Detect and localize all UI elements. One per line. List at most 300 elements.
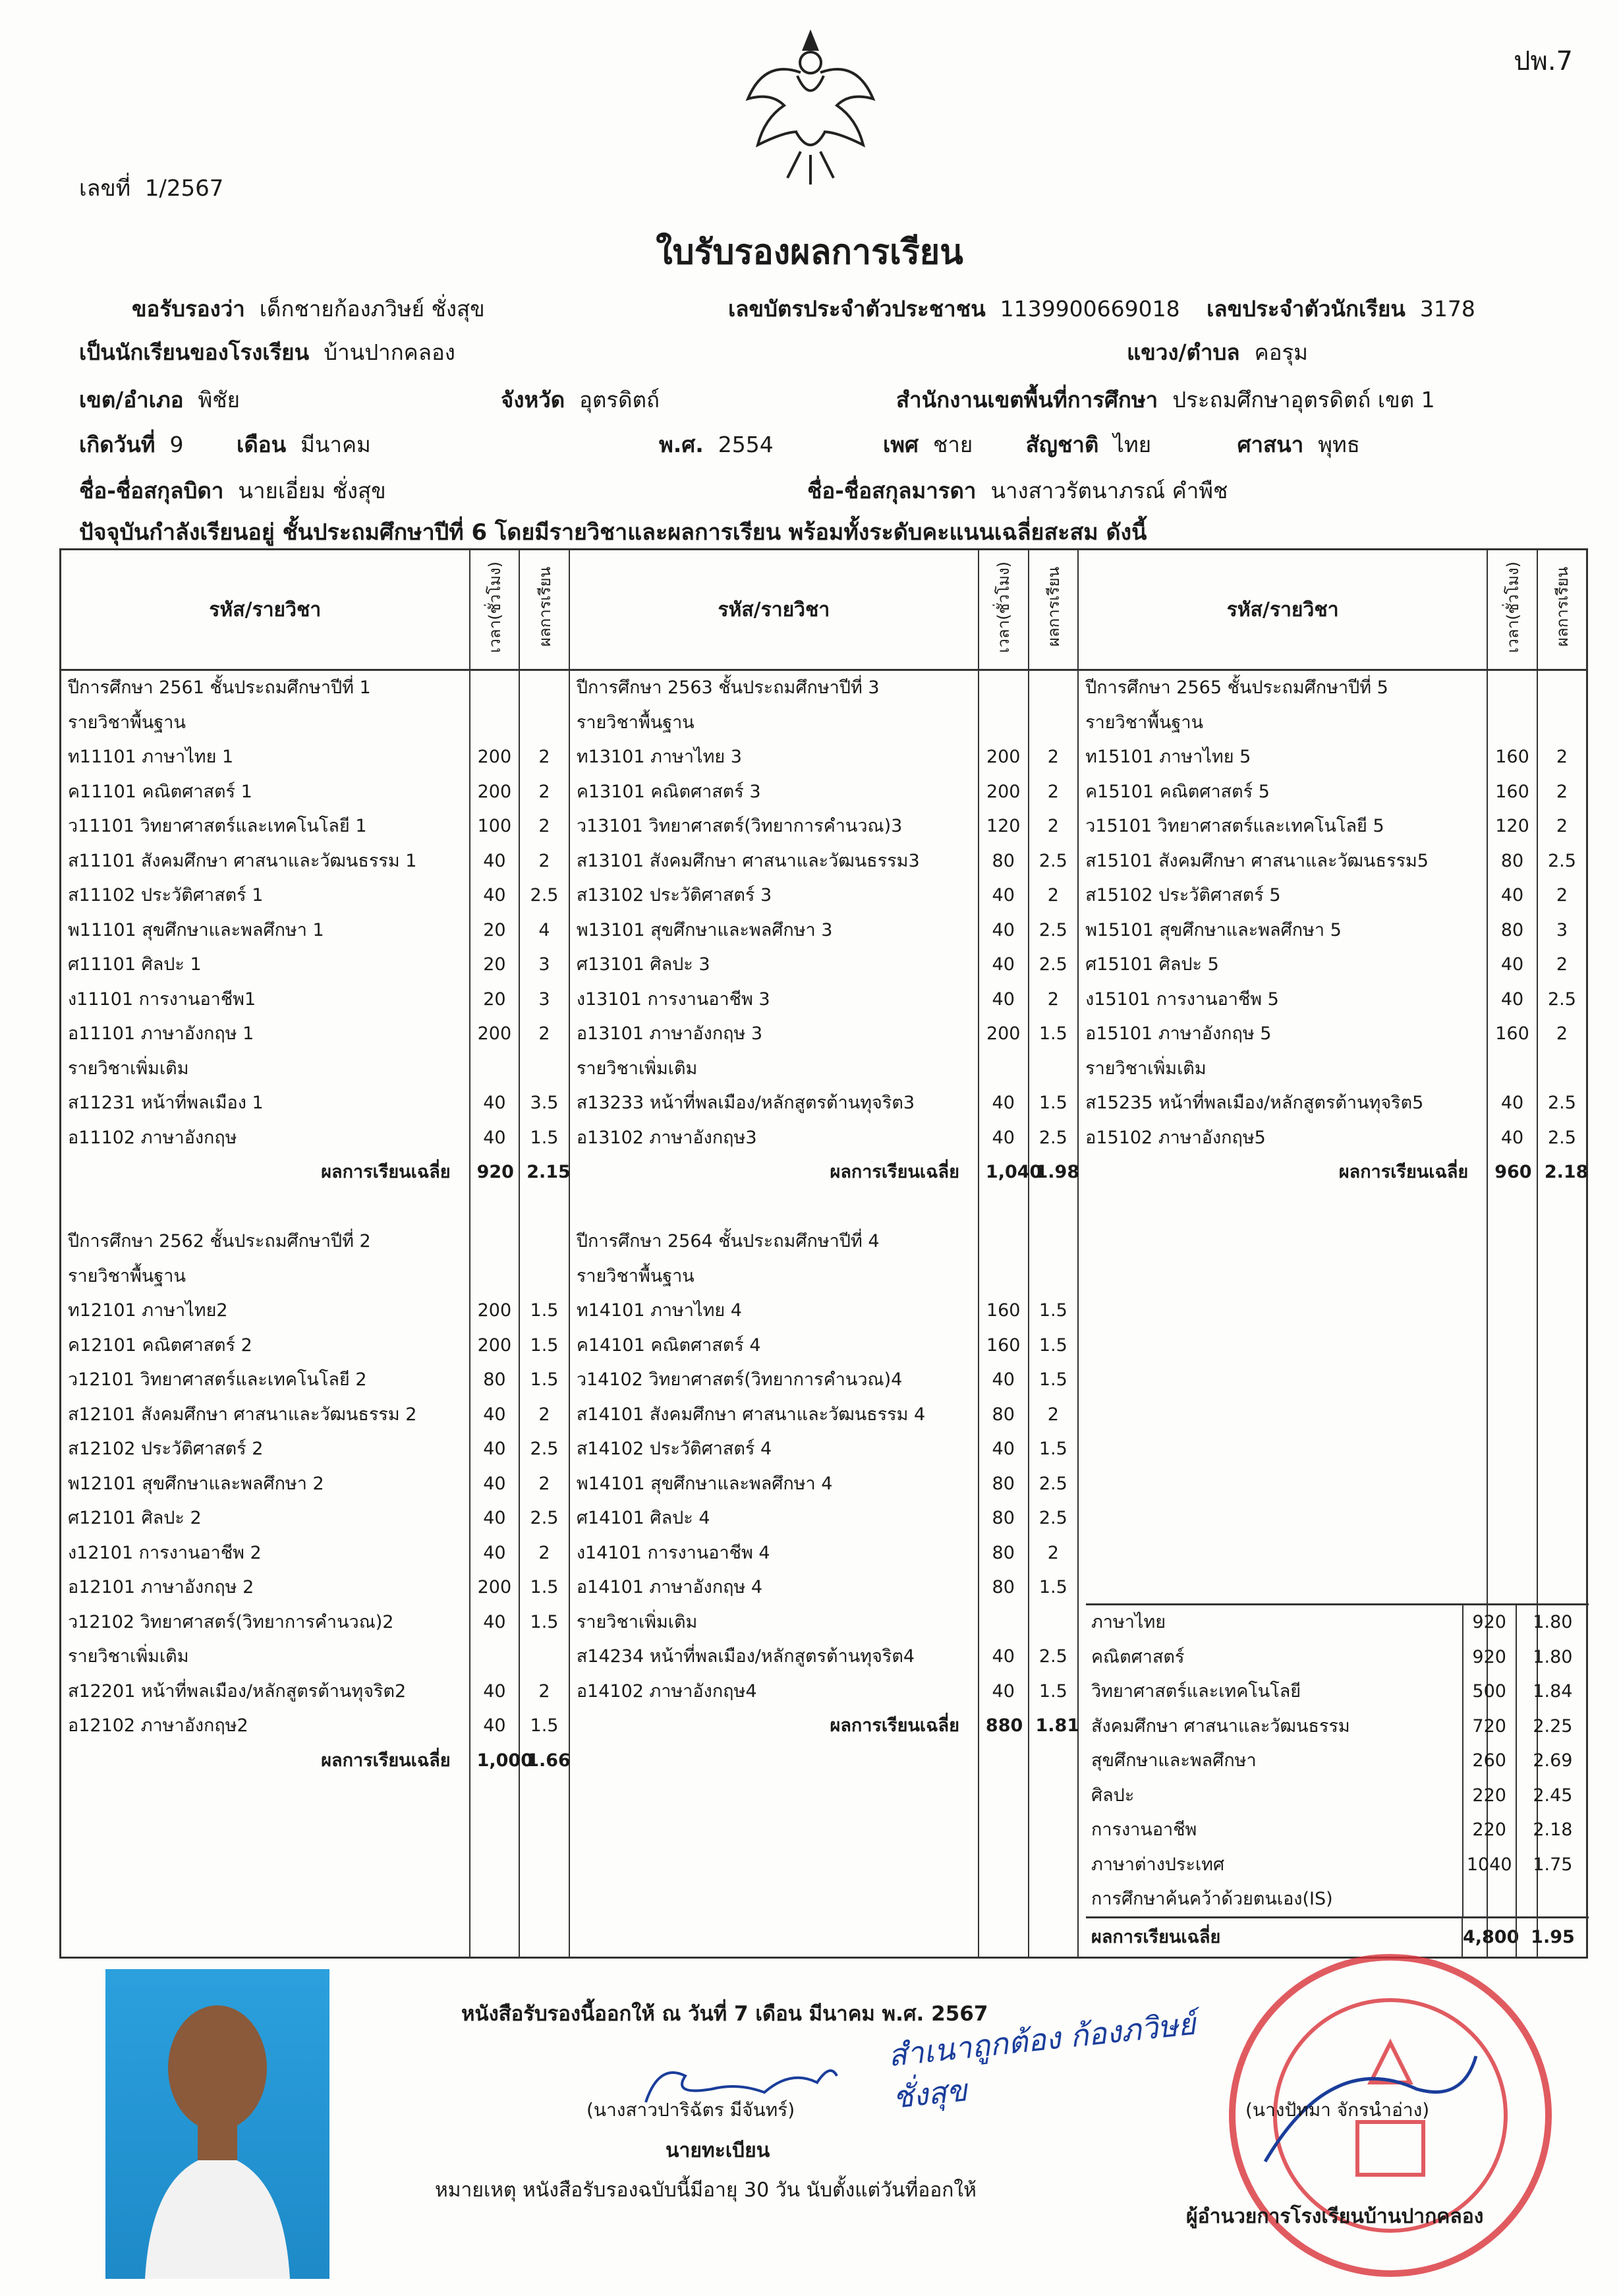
- subject-cell: รายวิชาพื้นฐาน: [1085, 712, 1204, 733]
- summary-grade: 1.84: [1516, 1675, 1589, 1709]
- grade-cell: 2: [1556, 747, 1568, 767]
- hours-cell: 80: [992, 850, 1015, 871]
- subject-cell: ส14101 สังคมศึกษา ศาสนาและวัฒนธรรม 4: [576, 1404, 926, 1425]
- grade-cell: 1.5: [1038, 1023, 1067, 1044]
- hours-cell: 960: [1494, 1162, 1532, 1182]
- grade-cell: 1.5: [1038, 1300, 1067, 1321]
- grade-cell: 1.5: [1038, 1335, 1067, 1356]
- hours-cell: 880: [985, 1715, 1023, 1736]
- hours-cell: 200: [986, 1023, 1021, 1044]
- grade-cell: 1.66: [526, 1750, 571, 1771]
- summary-table: [1086, 1603, 1589, 1916]
- summary-subject: คณิตศาสตร์: [1091, 1646, 1185, 1667]
- birth-row: เกิดวันที่ 9 เดือน มีนาคม: [79, 432, 371, 457]
- hours-cell: 80: [992, 1508, 1015, 1528]
- hours-cell: 40: [1500, 989, 1524, 1010]
- hours-cell: 200: [477, 747, 512, 767]
- column-1-subjects: [61, 670, 470, 1958]
- subject-cell: รายวิชาเพิ่มเติม: [576, 1611, 698, 1632]
- header-grade: ผลการเรียน: [1537, 550, 1587, 670]
- hours-cell: [986, 671, 1021, 706]
- subject-cell: ปีการศึกษา 2561 ชั้นประถมศึกษาปีที่ 1: [68, 677, 371, 698]
- hours-cell: [986, 1052, 1021, 1087]
- hours-cell: 40: [992, 989, 1015, 1010]
- subject-cell: รายวิชาพื้นฐาน: [576, 712, 695, 733]
- grade-cell: [1545, 1052, 1579, 1087]
- grade-cell: 2: [538, 781, 550, 802]
- hours-cell: [1494, 671, 1530, 706]
- subject-cell: ส13233 หน้าที่พลเมือง/หลักสูตรต้านทุจริต3: [576, 1093, 915, 1113]
- hours-cell: 40: [1500, 1093, 1524, 1113]
- grade-cell: 2.5: [1547, 1093, 1576, 1113]
- grade-cell: 1.5: [530, 1611, 559, 1632]
- hours-cell: 80: [992, 1473, 1015, 1494]
- summary-hours: 220: [1462, 1779, 1516, 1814]
- grade-cell: [526, 1224, 562, 1259]
- page-title: ใบรับรองผลการเรียน: [656, 233, 963, 272]
- subject-cell: ง11101 การงานอาชีพ1: [68, 989, 256, 1010]
- hours-cell: 40: [992, 919, 1015, 940]
- subject-cell: พ14101 สุขศึกษาและพลศึกษา 4: [576, 1473, 833, 1494]
- grade-cell: 2: [1047, 885, 1059, 905]
- grade-cell: 2.18: [1544, 1162, 1589, 1182]
- grade-cell: 2: [1556, 885, 1568, 905]
- summary-row: [1086, 1640, 1589, 1675]
- grade-cell: 2: [1556, 954, 1568, 975]
- hours-cell: 40: [483, 1473, 506, 1494]
- document-number: เลขที่ 1/2567: [79, 175, 224, 202]
- hours-cell: 80: [992, 1404, 1015, 1425]
- subject-cell: อ15102 ภาษาอังกฤษ5: [1085, 1127, 1266, 1148]
- district-row: เขต/อำเภอ พิชัย: [79, 387, 241, 413]
- director-title: ผู้อำนวยการโรงเรียนบ้านปากคลอง: [1186, 2205, 1484, 2228]
- subject-cell: ง12101 การงานอาชีพ 2: [68, 1542, 262, 1563]
- grade-cell: 2: [538, 747, 550, 767]
- grade-cell: 2.5: [1038, 1127, 1067, 1148]
- note-text: หมายเหตุ หนังสือรับรองฉบับนี้มีอายุ 30 วัน นับตั้งแต่วันที่ออกให้: [435, 2179, 977, 2202]
- student-photo: [105, 1969, 329, 2279]
- hours-cell: 200: [477, 1335, 512, 1356]
- grade-cell: 1.5: [530, 1577, 559, 1597]
- grade-cell: 2.5: [1547, 850, 1576, 871]
- hours-cell: 200: [986, 747, 1021, 767]
- subject-cell: ท13101 ภาษาไทย 3: [576, 747, 742, 767]
- registrar-title: นายทะเบียน: [666, 2139, 770, 2162]
- grade-cell: [1545, 706, 1579, 741]
- header-hours: เวลา(ชั่วโมง): [1487, 550, 1537, 670]
- summary-row: [1086, 1744, 1589, 1779]
- office-row: สำนักงานเขตพื้นที่การศึกษา ประถมศึกษาอุตรดิตถ์ เขต 1: [896, 387, 1435, 413]
- header-hours: เวลา(ชั่วโมง): [979, 550, 1029, 670]
- grade-cell: 4: [538, 919, 550, 940]
- grade-cell: [526, 706, 562, 741]
- hours-cell: 40: [483, 1542, 506, 1563]
- grade-cell: 3: [538, 954, 550, 975]
- grade-cell: 1.5: [530, 1715, 559, 1736]
- grade-cell: 1.5: [530, 1369, 559, 1390]
- subject-cell: [68, 1190, 463, 1225]
- subject-cell: อ13102 ภาษาอังกฤษ3: [576, 1127, 757, 1148]
- summary-grade: 2.25: [1516, 1709, 1589, 1744]
- grade-cell: 1.5: [1038, 1680, 1067, 1702]
- grade-cell: 2: [538, 1680, 550, 1702]
- grade-cell: [526, 1640, 562, 1675]
- hours-cell: 40: [483, 1093, 506, 1113]
- hours-cell: [477, 706, 513, 741]
- hours-cell: 160: [1495, 1023, 1529, 1044]
- summary-row: [1086, 1675, 1589, 1709]
- grade-cell: 2.5: [1038, 1646, 1067, 1667]
- grade-cell: 2.5: [1547, 1127, 1576, 1148]
- average-label: ผลการเรียนเฉลี่ย: [830, 1715, 959, 1736]
- summary-row: [1086, 1813, 1589, 1848]
- subject-cell: ส11231 หน้าที่พลเมือง 1: [68, 1093, 264, 1113]
- summary-hours: 220: [1462, 1813, 1516, 1848]
- id-row: เลขบัตรประจำตัวประชาชน 1139900669018 เลขประจำตัวนักเรียน 3178: [728, 296, 1475, 322]
- hours-cell: 20: [483, 954, 506, 975]
- grade-cell: 2.5: [1038, 954, 1067, 975]
- grade-cell: 3.5: [530, 1093, 559, 1113]
- subject-cell: ส13101 สังคมศึกษา ศาสนาและวัฒนธรรม3: [576, 850, 920, 871]
- average-label: ผลการเรียนเฉลี่ย: [1338, 1162, 1469, 1182]
- hours-cell: [477, 1224, 513, 1259]
- subject-cell: รายวิชาพื้นฐาน: [68, 1265, 186, 1286]
- subject-cell: ส14102 ประวัติศาสตร์ 4: [576, 1439, 772, 1459]
- hours-cell: 40: [483, 1611, 506, 1632]
- subject-cell: ศ13101 ศิลปะ 3: [576, 954, 710, 975]
- subject-cell: ว14102 วิทยาศาสตร์(วิทยาการคำนวณ)4: [576, 1369, 903, 1390]
- grade-cell: 2.5: [1038, 850, 1067, 871]
- subject-cell: อ12102 ภาษาอังกฤษ2: [68, 1715, 248, 1736]
- subdistrict-row: แขวง/ตำบล คอรุม: [1127, 339, 1309, 365]
- hours-cell: 40: [992, 885, 1015, 905]
- hours-cell: 40: [992, 1093, 1015, 1113]
- intro-text: ปัจจุบันกำลังเรียนอยู่ ชั้นประถมศึกษาปีที่ 6 โดยมีรายวิชาและผลการเรียน พร้อมทั้งระดับคะแนนเฉลี่ยสะสม ดังนี้: [79, 519, 1147, 546]
- grade-cell: 2.5: [1038, 919, 1067, 940]
- summary-row: [1086, 1882, 1589, 1917]
- subject-cell: พ11101 สุขศึกษาและพลศึกษา 1: [68, 919, 324, 940]
- summary-subject: ศิลปะ: [1091, 1785, 1135, 1806]
- grade-cell: 2: [538, 1404, 550, 1425]
- subject-cell: ศ12101 ศิลปะ 2: [68, 1508, 202, 1528]
- hours-cell: 40: [483, 850, 506, 871]
- grade-cell: 2.5: [530, 885, 559, 905]
- subject-cell: ส13102 ประวัติศาสตร์ 3: [576, 885, 772, 905]
- subject-cell: ท14101 ภาษาไทย 4: [576, 1300, 742, 1321]
- subject-cell: ปีการศึกษา 2562 ชั้นประถมศึกษาปีที่ 2: [68, 1231, 371, 1251]
- column-2-subjects: [569, 670, 979, 1958]
- summary-subject: วิทยาศาสตร์และเทคโนโลยี: [1091, 1681, 1301, 1702]
- summary-grade: 2.45: [1516, 1779, 1589, 1814]
- summary-hours: 920: [1462, 1605, 1516, 1640]
- grade-cell: 2: [1556, 816, 1568, 836]
- hours-cell: 200: [477, 1300, 512, 1321]
- grade-cell: [526, 1052, 562, 1087]
- subject-cell: อ14102 ภาษาอังกฤษ4: [576, 1680, 757, 1702]
- grade-cell: 2: [1047, 1542, 1059, 1563]
- hours-cell: [986, 1605, 1021, 1640]
- grade-cell: 1.5: [530, 1335, 559, 1356]
- header-subject: รหัส/รายวิชา: [569, 550, 979, 670]
- subject-cell: ปีการศึกษา 2564 ชั้นประถมศึกษาปีที่ 4: [576, 1231, 880, 1251]
- hours-cell: 80: [483, 1369, 506, 1390]
- subject-cell: ง14101 การงานอาชีพ 4: [576, 1542, 770, 1563]
- average-label: ผลการเรียนเฉลี่ย: [321, 1750, 451, 1771]
- hours-cell: [1494, 1052, 1530, 1087]
- subject-cell: ส11101 สังคมศึกษา ศาสนาและวัฒนธรรม 1: [68, 850, 417, 871]
- grade-cell: 1.5: [1038, 1369, 1067, 1390]
- hours-cell: [477, 1259, 513, 1294]
- hours-cell: 40: [483, 1680, 506, 1702]
- subject-cell: ปีการศึกษา 2565 ชั้นประถมศึกษาปีที่ 5: [1085, 677, 1388, 698]
- grade-cell: [526, 671, 562, 706]
- handwritten-certified-copy: สำเนาถูกต้อง ก้องภวิษย์ ชั่งสุข: [886, 2005, 1197, 2115]
- grade-cell: [1036, 706, 1071, 741]
- column-2-grades: [1029, 670, 1079, 1958]
- grade-cell: 2.5: [1038, 1473, 1067, 1494]
- subject-cell: ท15101 ภาษาไทย 5: [1085, 747, 1251, 767]
- grade-cell: [1036, 1052, 1071, 1087]
- hours-cell: 40: [992, 1646, 1015, 1667]
- summary-grade: 1.80: [1516, 1605, 1589, 1640]
- grade-cell: 3: [538, 989, 550, 1010]
- summary-subject: การงานอาชีพ: [1091, 1820, 1197, 1840]
- grade-cell: 2.5: [1038, 1508, 1067, 1528]
- summary-subject: สังคมศึกษา ศาสนาและวัฒนธรรม: [1091, 1715, 1350, 1736]
- grade-cell: 2: [1047, 781, 1059, 802]
- grade-cell: [526, 1259, 562, 1294]
- column-1-grades: [519, 670, 569, 1958]
- subject-cell: รายวิชาพื้นฐาน: [576, 1265, 695, 1286]
- grade-cell: 1.5: [530, 1300, 559, 1321]
- subject-cell: ส12102 ประวัติศาสตร์ 2: [68, 1439, 264, 1459]
- grade-cell: 2.15: [526, 1162, 571, 1182]
- hours-cell: 80: [992, 1542, 1015, 1563]
- mother-row: ชื่อ-ชื่อสกุลมารดา นางสาวรัตนาภรณ์ คำพืช: [807, 478, 1228, 503]
- grade-cell: 2.5: [530, 1508, 559, 1528]
- hours-cell: 40: [1500, 885, 1524, 905]
- summary-hours: 1040: [1462, 1848, 1516, 1883]
- subject-cell: ปีการศึกษา 2563 ชั้นประถมศึกษาปีที่ 3: [576, 677, 880, 698]
- grade-cell: 1.5: [530, 1127, 559, 1148]
- summary-row: [1086, 1779, 1589, 1814]
- subject-cell: ว12101 วิทยาศาสตร์และเทคโนโลยี 2: [68, 1369, 367, 1390]
- hours-cell: 200: [986, 781, 1021, 802]
- hours-cell: 160: [986, 1300, 1021, 1321]
- grade-cell: 2: [1047, 1404, 1059, 1425]
- hours-cell: 160: [986, 1335, 1021, 1356]
- subject-cell: ว15101 วิทยาศาสตร์และเทคโนโลยี 5: [1085, 816, 1384, 836]
- summary-row: [1086, 1709, 1589, 1744]
- summary-grade: 1.75: [1516, 1848, 1589, 1883]
- hours-cell: 40: [483, 1439, 506, 1459]
- summary-subject: ภาษาต่างประเทศ: [1091, 1854, 1225, 1875]
- summary-row: [1086, 1848, 1589, 1883]
- hours-cell: [477, 1052, 513, 1087]
- father-row: ชื่อ-ชื่อสกุลบิดา นายเอี่ยม ชั่งสุข: [79, 478, 386, 503]
- summary-grade: [1516, 1882, 1589, 1917]
- grade-cell: 2: [1556, 1023, 1568, 1044]
- subject-cell: ง13101 การงานอาชีพ 3: [576, 989, 770, 1010]
- grade-cell: 2.5: [1547, 989, 1576, 1010]
- subject-cell: ค12101 คณิตศาสตร์ 2: [68, 1335, 252, 1356]
- year-row: พ.ศ. 2554: [659, 432, 774, 457]
- grade-cell: 2: [538, 1542, 550, 1563]
- hours-cell: 40: [992, 1127, 1015, 1148]
- summary-grade: 1.80: [1516, 1640, 1589, 1675]
- subject-cell: อ15101 ภาษาอังกฤษ 5: [1085, 1023, 1272, 1044]
- subject-cell: รายวิชาเพิ่มเติม: [1085, 1058, 1207, 1079]
- subject-cell: ส12101 สังคมศึกษา ศาสนาและวัฒนธรรม 2: [68, 1404, 417, 1425]
- hours-cell: 920: [476, 1162, 514, 1182]
- average-label: ผลการเรียนเฉลี่ย: [321, 1162, 451, 1182]
- hours-cell: 1,000: [476, 1750, 533, 1771]
- grade-cell: 1.5: [1038, 1577, 1067, 1597]
- summary-hours: 920: [1462, 1640, 1516, 1675]
- grade-cell: 3: [1556, 919, 1568, 940]
- subject-cell: ท11101 ภาษาไทย 1: [68, 747, 234, 767]
- subject-cell: รายวิชาเพิ่มเติม: [68, 1646, 189, 1667]
- subject-cell: อ14101 ภาษาอังกฤษ 4: [576, 1577, 763, 1597]
- summary-grade: 2.69: [1516, 1744, 1589, 1779]
- sex-row: เพศ ชาย สัญชาติ ไทย ศาสนา พุทธ: [883, 432, 1360, 457]
- header-subject: รหัส/รายวิชา: [1078, 550, 1487, 670]
- province-row: จังหวัด อุตรดิตถ์: [501, 387, 660, 413]
- hours-cell: 200: [477, 781, 512, 802]
- certify-row: ขอรับรองว่า เด็กชายก้องภวิษย์ ชั่งสุข: [132, 296, 485, 322]
- hours-cell: 40: [992, 1680, 1015, 1702]
- subject-cell: ค15101 คณิตศาสตร์ 5: [1085, 781, 1270, 802]
- average-label: ผลการเรียนเฉลี่ย: [830, 1162, 959, 1182]
- hours-cell: [986, 1190, 1021, 1225]
- grade-cell: 2: [538, 816, 550, 836]
- hours-cell: 40: [483, 1404, 506, 1425]
- school-row: เป็นนักเรียนของโรงเรียน บ้านปากคลอง: [79, 339, 455, 365]
- hours-cell: 200: [477, 1577, 512, 1597]
- subject-cell: ศ11101 ศิลปะ 1: [68, 954, 202, 975]
- grade-cell: [1036, 1190, 1071, 1225]
- subject-cell: ส15235 หน้าที่พลเมือง/หลักสูตรต้านทุจริต5: [1085, 1093, 1424, 1113]
- header-grade: ผลการเรียน: [519, 550, 569, 670]
- hours-cell: [477, 671, 513, 706]
- hours-cell: 160: [1495, 781, 1529, 802]
- column-2-hours: [979, 670, 1042, 1958]
- hours-cell: 20: [483, 989, 506, 1010]
- subject-cell: อ13101 ภาษาอังกฤษ 3: [576, 1023, 763, 1044]
- summary-subject: สุขศึกษาและพลศึกษา: [1091, 1750, 1257, 1771]
- grade-cell: [526, 1190, 562, 1225]
- subject-cell: อ11101 ภาษาอังกฤษ 1: [68, 1023, 254, 1044]
- grade-cell: 2: [538, 850, 550, 871]
- header-subject: รหัส/รายวิชา: [61, 550, 470, 670]
- subject-cell: ค13101 คณิตศาสตร์ 3: [576, 781, 761, 802]
- hours-cell: 40: [1500, 1127, 1524, 1148]
- grade-cell: 2: [1556, 781, 1568, 802]
- header-grade: ผลการเรียน: [1029, 550, 1079, 670]
- subject-cell: ว12102 วิทยาศาสตร์(วิทยาการคำนวณ)2: [68, 1611, 394, 1632]
- hours-cell: [477, 1190, 513, 1225]
- subject-cell: รายวิชาเพิ่มเติม: [68, 1058, 189, 1079]
- hours-cell: 40: [483, 1715, 506, 1736]
- subject-cell: ส14234 หน้าที่พลเมือง/หลักสูตรต้านทุจริต4: [576, 1646, 915, 1667]
- grade-cell: 2: [1047, 816, 1059, 836]
- hours-cell: 40: [483, 885, 506, 905]
- summary-subject: การศึกษาค้นคว้าด้วยตนเอง(IS): [1091, 1889, 1333, 1909]
- total-average-row: ผลการเรียนเฉลี่ย 4,800 1.95: [1086, 1916, 1589, 1957]
- hours-cell: 40: [1500, 954, 1524, 975]
- hours-cell: 1,040: [985, 1162, 1042, 1182]
- subject-cell: ศ14101 ศิลปะ 4: [576, 1508, 710, 1528]
- hours-cell: 80: [992, 1577, 1015, 1597]
- hours-cell: [986, 706, 1021, 741]
- table-header-row: [61, 550, 1587, 670]
- hours-cell: 40: [483, 1508, 506, 1528]
- subject-cell: ท12101 ภาษาไทย2: [68, 1300, 228, 1321]
- summary-hours: [1462, 1882, 1516, 1917]
- grade-cell: [1036, 1605, 1071, 1640]
- subject-cell: ว13101 วิทยาศาสตร์(วิทยาการคำนวณ)3: [576, 816, 903, 836]
- hours-cell: [1494, 706, 1530, 741]
- registrar-name: (นางสาวปาริฉัตร มีจันทร์): [586, 2099, 795, 2121]
- subject-cell: ส12201 หน้าที่พลเมือง/หลักสูตรต้านทุจริต2: [68, 1680, 407, 1702]
- subject-cell: พ13101 สุขศึกษาและพลศึกษา 3: [576, 919, 833, 940]
- summary-subject: ภาษาไทย: [1091, 1612, 1166, 1632]
- grade-cell: [1036, 671, 1071, 706]
- subject-cell: ส15101 สังคมศึกษา ศาสนาและวัฒนธรรม5: [1085, 850, 1429, 871]
- summary-hours: 500: [1462, 1675, 1516, 1709]
- subject-cell: ศ15101 ศิลปะ 5: [1085, 954, 1219, 975]
- subject-cell: ค11101 คณิตศาสตร์ 1: [68, 781, 252, 802]
- subject-cell: ส11102 ประวัติศาสตร์ 1: [68, 885, 264, 905]
- hours-cell: 20: [483, 919, 506, 940]
- grade-cell: 2: [1047, 989, 1059, 1010]
- grade-cell: 2: [1047, 747, 1059, 767]
- grade-cell: [1036, 1259, 1071, 1294]
- document-code: ปพ.7: [1514, 46, 1573, 76]
- grade-cell: 1.5: [1038, 1093, 1067, 1113]
- hours-cell: [477, 1640, 513, 1675]
- issue-date-text: หนังสือรับรองนี้ออกให้ ณ วันที่ 7 เดือน มีนาคม พ.ศ. 2567: [461, 2002, 988, 2026]
- hours-cell: 80: [1500, 850, 1524, 871]
- summary-hours: 720: [1462, 1709, 1516, 1744]
- hours-cell: 40: [992, 1369, 1015, 1390]
- subject-cell: พ15101 สุขศึกษาและพลศึกษา 5: [1085, 919, 1342, 940]
- garuda-emblem-icon: [738, 20, 883, 191]
- student-name: เด็กชายก้องภวิษย์ ชั่งสุข: [259, 296, 485, 322]
- hours-cell: 160: [1495, 747, 1529, 767]
- subject-cell: รายวิชาเพิ่มเติม: [576, 1058, 698, 1079]
- summary-row: [1086, 1605, 1589, 1640]
- header-hours: เวลา(ชั่วโมง): [470, 550, 520, 670]
- subject-cell: [577, 1190, 971, 1225]
- hours-cell: 40: [992, 954, 1015, 975]
- column-1-hours: [470, 670, 533, 1958]
- grade-cell: [1545, 671, 1579, 706]
- hours-cell: 120: [986, 816, 1021, 836]
- hours-cell: 200: [477, 1023, 512, 1044]
- summary-grade: 2.18: [1516, 1813, 1589, 1848]
- subject-cell: ง15101 การงานอาชีพ 5: [1085, 989, 1279, 1010]
- hours-cell: 80: [1500, 919, 1524, 940]
- grade-cell: 2: [538, 1023, 550, 1044]
- hours-cell: [986, 1224, 1021, 1259]
- subject-cell: รายวิชาพื้นฐาน: [68, 712, 186, 733]
- subject-cell: อ11102 ภาษาอังกฤษ: [68, 1127, 237, 1148]
- subject-cell: ส15102 ประวัติศาสตร์ 5: [1085, 885, 1281, 905]
- grade-cell: [1036, 1224, 1071, 1259]
- hours-cell: 40: [992, 1439, 1015, 1459]
- subject-cell: ค14101 คณิตศาสตร์ 4: [576, 1335, 761, 1356]
